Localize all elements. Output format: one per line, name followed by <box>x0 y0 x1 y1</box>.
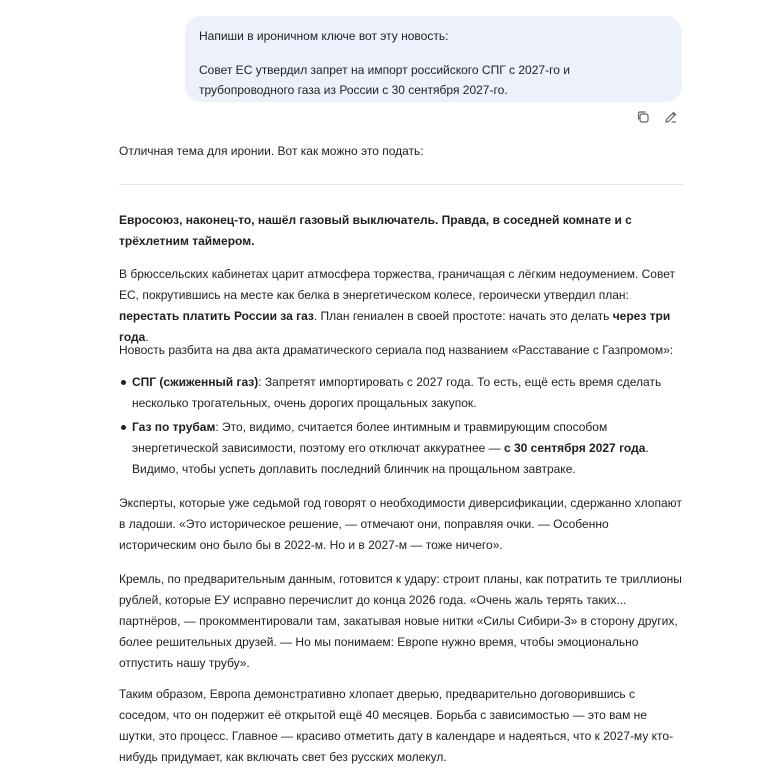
answer-paragraph-4: Кремль, по предварительным данным, готовится к удару: строит планы, как потратить те триллионы рублей, которые ЕУ исправно перечислит до конца 2026 года. «Очень жаль терять таких... партнёров, — прокомментировали там, закатывая новые нитки «Силы Сибири-3» в сторону других, более решительных друзей. — Но мы понимаем: Европе нужно время, чтобы эмоционально отпустить нашу трубу». <box>119 572 682 670</box>
answer-intro: Отличная тема для иронии. Вот как можно это подать: <box>119 144 424 158</box>
answer-paragraph-1 <box>119 264 683 348</box>
bullet-1-bold: СПГ (сжиженный газ) <box>132 375 259 389</box>
user-message-line-1: Напиши в ироничном ключе вот эту новость: <box>199 29 449 43</box>
answer-bullet-list <box>119 372 683 483</box>
answer-paragraph-2: Новость разбита на два акта драматического сериала под названием «Расставание с Газпромом»: <box>119 343 674 357</box>
user-message-line-2: Совет ЕС утвердил запрет на импорт российского СПГ с 2027-го и трубопроводного газа из России с 30 сентября 2027-го. <box>199 63 570 97</box>
answer-divider <box>119 184 683 185</box>
answer-p1-text-d: . <box>145 330 149 344</box>
bullet-2-text: : Это, видимо, считается более интимным и травмирующим способом энергетической зависимости, поэтому его отключат аккуратнее — <box>132 420 608 455</box>
answer-paragraph-3: Эксперты, которые уже седьмой год говорят о необходимости диверсификации, сдержанно хлопают в ладоши. «Это историческое решение, — отмечают они, поправляя очки. — Особенно историческим оно было бы в 2022-м. Но и в 2027-м — тоже ничего». <box>119 496 682 552</box>
user-message-gap <box>199 46 668 60</box>
answer-paragraph-5: Таким образом, Европа демонстративно хлопает дверью, предварительно договорившись с соседом, что он подержит её открытой ещё 40 месяцев. Борьба с зависимостью — это вам не шутки, это процесс. Главное — красиво отметить дату в календаре и надеяться, что к 2027-му кто-нибудь придумает, как включать свет без русских молекул. <box>119 687 674 764</box>
list-item <box>119 372 683 414</box>
bullet-2-bold-date: с 30 сентября 2027 года <box>503 441 646 455</box>
bullet-2-bold: Газ по трубам <box>132 420 216 434</box>
copy-icon[interactable] <box>636 110 650 124</box>
message-actions <box>636 110 678 124</box>
answer-headline: Евросоюз, наконец-то, нашёл газовый выключатель. Правда, в соседней комнате и с трёхлетним таймером. <box>119 213 632 248</box>
list-item <box>119 417 683 480</box>
answer-p1-bold-2: через три года <box>119 309 671 344</box>
bullet-2-text-end: . Видимо, чтобы успеть доплавить последний блинчик на прощальном завтраке. <box>132 441 649 476</box>
answer-p1-text-a: В брюссельских кабинетах царит атмосфера торжества, граничащая с лёгким недоумением. Совет ЕС, покрутившись на месте как белка в энергетическом колесе, героически утвердил план: <box>119 267 675 302</box>
bullet-1-text: : Запретят импортировать с 2027 года. То есть, ещё есть время сделать несколько трогательных, очень дорогих прощальных закупок. <box>132 375 662 410</box>
answer-p1-text-c: . План гениален в своей простоте: начать это делать <box>313 309 613 323</box>
user-message-bubble <box>185 16 682 102</box>
edit-icon[interactable] <box>664 110 678 124</box>
answer-p1-bold-1: перестать платить России за газ <box>119 309 314 323</box>
